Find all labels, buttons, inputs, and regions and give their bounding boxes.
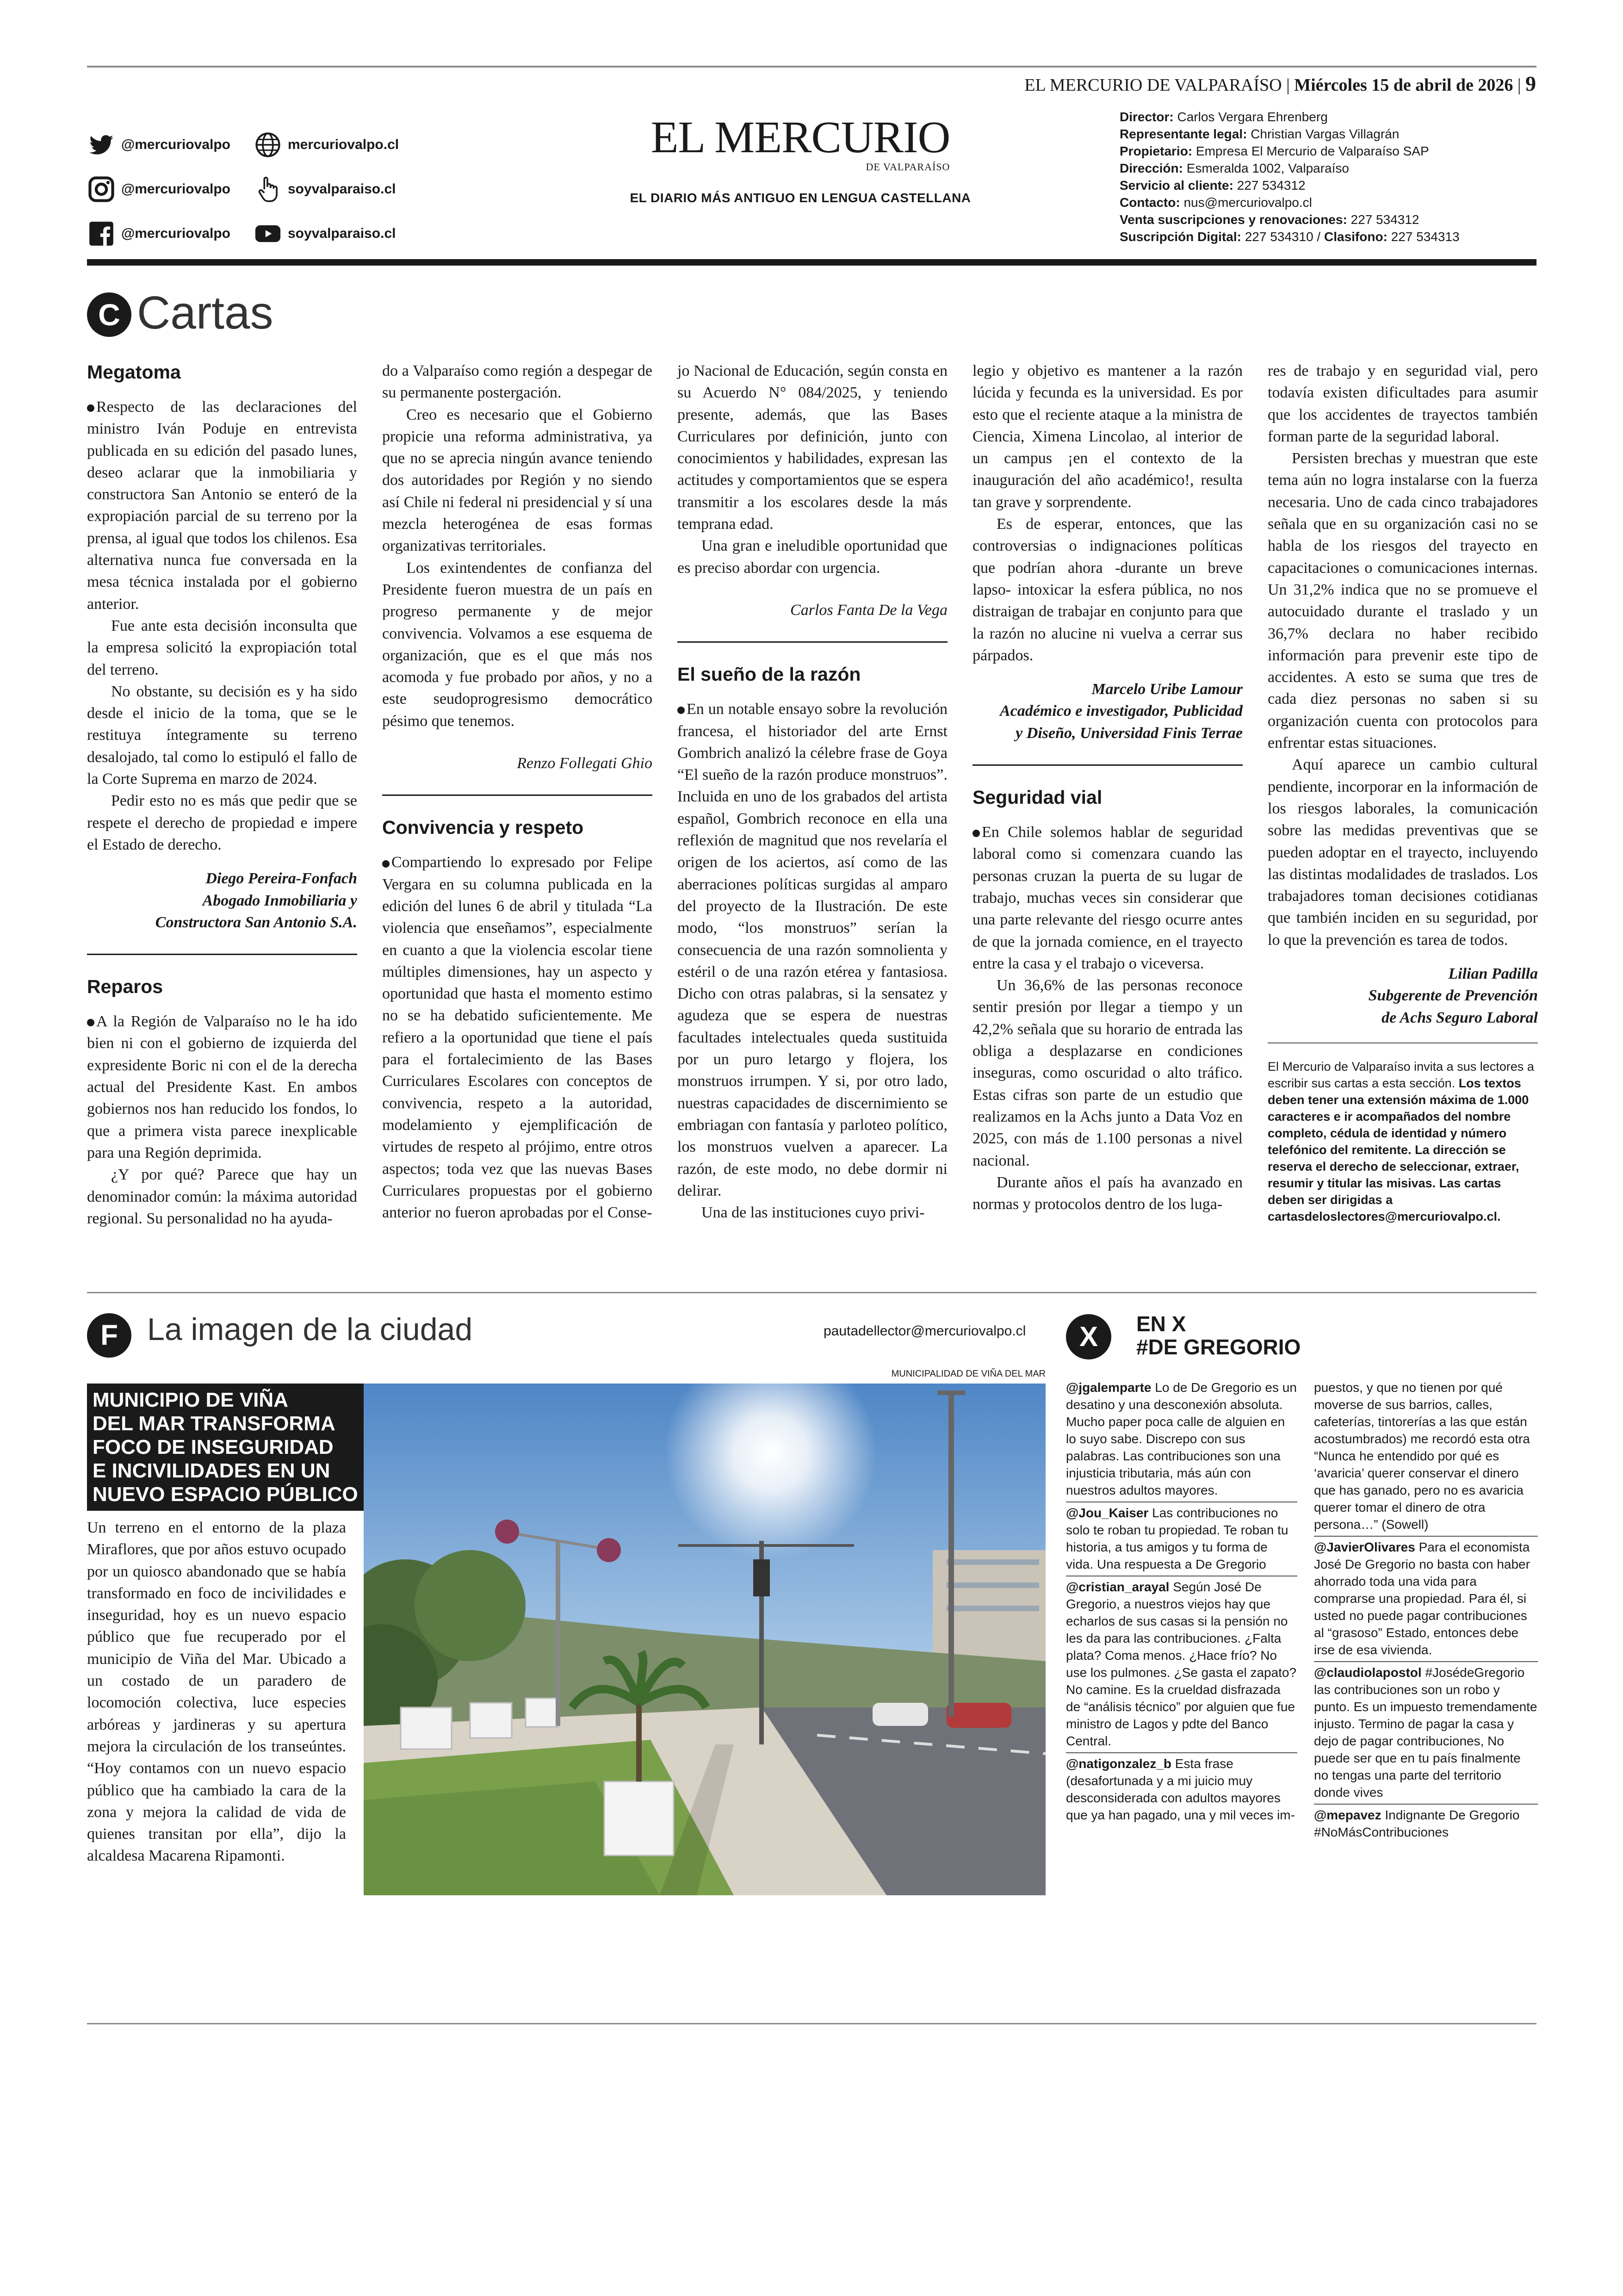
letter-text: Aquí aparece un cambio cultural pendiente, incorporar en la información de los riesgos laborales, la comunicación sobre las medidas preventivas que se pueden adoptar en el trayecto, incluyendo las distintas modalidades de traslados. Los trabajadores toman decisiones cotidianas que también inciden en su seguridad, por lo que la prevención es tarea de todos. <box>1268 756 1538 949</box>
staff-line: Representante legal: Christian Vargas Villagrán <box>1120 127 1400 141</box>
x-post[interactable]: @jgalemparte Lo de De Gregorio es un desatino y una desconexión absoluta. Mucho paper poca calle de alguien en lo suyo sabe. Discrepo con sus palabras. Las contribuciones son una injusticia tributaria, más aún con nuestros adultos mayores. <box>1066 1377 1297 1502</box>
section-title: Cartas <box>137 287 273 339</box>
pointer-hand-icon <box>254 175 282 204</box>
social-label: @mercuriovalpo <box>121 226 230 241</box>
letter-text: Los exintendentes de confianza del Presidente fueron muestra de un país en progreso permanente y de mejor convivencia. Volvamos a ese esquema de organización, que es el que más nos acomoda y fue probado por años, y no a este seudoprogresismo democrático pésimo que tenemos. <box>382 559 652 730</box>
twitter-icon <box>87 130 116 159</box>
letters-submission-note: El Mercurio de Valparaíso invita a sus lectores a escribir sus cartas a esta sección. Los textos deben tener una extensión máxima de 1.000 caracteres e ir acompañados del nombre completo, cédula de identidad y número telefónico del remitente. La dirección se reserva el derecho de seleccionar, extraer, resumir y titular las misivas. Las cartas deben ser dirigidas a cartasdeloslectores@mercuriovalpo.cl. <box>1268 1059 1534 1223</box>
letter-text: Compartiendo lo expresado por Felipe Vergara en su columna publicada en la edición del lunes 6 de abril y titulada “La violencia que enseñamos”, especialmente en cuanto a que la violencia escolar tiene múltiples dimensiones, hay un aspecto y oportunidad que hasta el momento estimo no se ha debatido suficientemente. Me refiero a la oportunidad que tiene el país para el fortalecimiento de las Bases Curriculares Escolares con conceptos de convivencia, respeto a la autoridad, modelamiento y ejemplificación de virtudes de respeto al prójimo, entre otros aspectos; toda vez que las nuevas Bases Curriculares propuestas por el gobierno anterior no fueron aprobadas por el Conse- <box>382 854 652 1222</box>
letter-separator <box>677 641 948 643</box>
tagline: EL DIARIO MÁS ANTIGUO EN LENGUA CASTELLANA <box>630 191 971 205</box>
letter-separator <box>382 794 652 796</box>
social-label: mercuriovalpo.cl <box>288 137 399 152</box>
social-label: @mercuriovalpo <box>121 137 230 152</box>
youtube-icon <box>254 219 282 248</box>
letter-separator <box>87 954 357 955</box>
staff-line: Dirección: Esmeralda 1002, Valparaíso <box>1120 161 1349 175</box>
x-badge: X <box>1066 1314 1111 1359</box>
social-label: @mercuriovalpo <box>121 181 230 197</box>
section-divider <box>87 1292 1536 1293</box>
x-posts-left <box>1066 1377 1297 1826</box>
letter-text: Persisten brechas y muestran que este tema aún no logra instalarse con la fuerza necesaria. Uno de cada cinco trabajadores señala que en su organización casi no se habla de los riesgos del trayecto en capacitaciones o comunicaciones internas. Un 31,2% indica que no se promueve el autocuidado durante el traslado y un 36,7% declara no haber recibido información para prevenir este tipo de accidentes. A esto se suma que tres de cada diez personas no saben si su organización cuenta con protocolos para enfrentar estas situaciones. <box>1268 450 1538 752</box>
letter-text: Fue ante esta decisión inconsulta que la empresa solicitó la expropiación total del terreno. <box>87 617 357 678</box>
letters-col-4 <box>973 360 1243 1215</box>
letter-text: Pedir esto no es más que pedir que se respete el derecho de propiedad e impere el Estado de derecho. <box>87 792 357 853</box>
letter-text: jo Nacional de Educación, según consta en su Acuerdo N° 084/2025, y teniendo presente, además, que las Bases Curriculares por definición, junto con conocimientos y habilidades, expresan las actitudes y comportamientos que se espera transmitir a los escolares desde la más temprana edad. <box>677 362 948 533</box>
page-number: 9 <box>1525 72 1536 95</box>
section-title: La imagen de la ciudad <box>147 1312 473 1347</box>
letter-heading: Seguridad vial <box>973 787 1103 808</box>
social-twitter[interactable] <box>87 130 230 159</box>
cartas-badge: C <box>87 292 131 337</box>
staff-line: Venta suscripciones y renovaciones: 227 534312 <box>1120 212 1419 227</box>
letter-text: Un 36,6% de las personas reconoce sentir presión por llegar a tiempo y un 42,2% señala que su horario de entrada las obliga a desplazarse en condiciones inseguras, como oscuridad o alto tráfico. Estas cifras son parte de un estudio que realizamos en la Achs junto a Data Voz en 2025, con más de 1.100 personas a nivel nacional. <box>973 977 1243 1169</box>
letter-text: En Chile solemos hablar de seguridad laboral como si comenzara cuando las personas cruzan la puerta de su lugar de trabajo, muchas veces sin considerar que una parte relevante del riesgo ocurre antes de que la jornada comience, en el trayecto entre la casa y el trabajo o viceversa. <box>973 824 1243 972</box>
x-posts-right <box>1314 1377 1538 1843</box>
letter-heading: Megatoma <box>87 361 181 383</box>
masthead-sub: DE VALPARAÍSO <box>866 161 950 173</box>
staff-line: Servicio al cliente: 227 534312 <box>1120 178 1306 192</box>
letter-text: Una de las instituciones cuyo privi- <box>701 1204 925 1222</box>
social-label: soyvalparaiso.cl <box>288 226 396 241</box>
letter-text: do a Valparaíso como región a despegar de su permanente postergación. <box>382 362 652 402</box>
social-instagram[interactable] <box>87 175 230 204</box>
x-post[interactable]: puestos, y que no tienen por qué moverse de sus barrios, calles, cafeterías, tintorerías a las que están acostumbrados) me recordó esta otra “Nunca he entendido por qué es ‘avaricia’ querer conservar el dinero que has ganado, pero no es avaricia querer tomar el dinero de otra persona…” (Sowell) <box>1314 1377 1538 1537</box>
letters-col-3 <box>677 360 948 1223</box>
x-post[interactable]: @Jou_Kaiser Las contribuciones no solo te roban tu propiedad. Te roban tu historia, a tus amigos y tu forma de vida. Una respuesta a De Gregorio <box>1066 1502 1297 1576</box>
letter-text: legio y objetivo es mantener a la razón lúcida y fecunda es la universidad. Es por esto que el reciente ataque a la ministra de Ciencia, Ximena Lincolao, al interior de un campus ¡en el contexto de la inauguración del año académico!, resulta tan grave y sorprendente. <box>973 362 1243 511</box>
submission-email[interactable]: pautadellector@mercuriovalpo.cl <box>824 1323 1026 1339</box>
letters-col-2 <box>382 360 652 1223</box>
letter-text: Durante años el país ha avanzado en normas y protocolos dentro de los luga- <box>973 1173 1243 1213</box>
social-youtube[interactable] <box>254 219 396 248</box>
letter-text: Es de esperar, entonces, que las controversias o indignaciones políticas que podrían ahora -durante un breve lapso- intoxicar la esfera pública, no nos distraigan de trabajar en conjunto para que la razón no alucine ni vuelva a cerrar sus párpados. <box>973 515 1243 664</box>
header-bar <box>87 259 1536 266</box>
bottom-rule <box>87 2023 1536 2024</box>
letter-text: res de trabajo y en seguridad vial, pero todavía existen dificultades para asumir que los accidentes de trayectos también forman parte de la seguridad laboral. <box>1268 362 1538 445</box>
letter-signature: Carlos Fanta De la Vega <box>790 601 948 619</box>
city-photo <box>364 1384 1046 1895</box>
city-article-text: Un terreno en el entorno de la plaza Miraflores, que por años estuvo ocupado por un quiosco abandonado que se había transformado en foco de incivilidades e inseguridad, hoy es un nuevo espacio público que fue recuperado por el municipio de Viña del Mar. Ubicado a un costado de un paradero de locomoción colectiva, luce especies arbóreas y jardineras y su apertura mejora la circulación de los transeúntes. “Hoy contamos con un nuevo espacio público que ha cambiado la cara de la zona y mejora la calidad de vida de quienes transitan por ella”, dijo la alcaldesa Macarena Ripamonti. <box>87 1519 346 1865</box>
social-soyvalparaiso[interactable] <box>254 175 396 204</box>
staff-line: Suscripción Digital: 227 534310 / Clasifono: 227 534313 <box>1120 230 1460 244</box>
x-post[interactable]: @natigonzalez_b Esta frase (desafortunada y a mi juicio muy desconsiderada con adultos mayores que ya han pagado, una y mil veces im- <box>1066 1756 1295 1822</box>
letter-text: A la Región de Valparaíso no le ha ido bien ni con el gobierno de izquierda del expresidente Boric ni con el de la derecha actual del Presidente Kast. En ambos gobiernos nos han reducido los fondos, lo que a primera vista parece inexplicable para una Región deprimida. <box>87 1013 357 1161</box>
letter-text: En un notable ensayo sobre la revolución francesa, el historiador del arte Ernst Gombrich analizó la célebre frase de Goya “El sueño de la razón produce monstruos”. Incluida en uno de los grabados del artista español, Gombrich reconoce en ella una reflexión de magnitud que nos revelaría el origen de los aciertos, así como de las aberraciones políticas surgidas al amparo del proyecto de la Ilustración. De este modo, “los monstruos” serían la consecuencia de una razón somnolienta y estéril o de una razón etérea y fantasiosa. Dicho con otras palabras, si la sensatez y agudeza que se espera de nuestras facultades intelectuales queda sustituida por un puro letargo y flojera, los monstruos irrumpen. Y si, por otro lado, nuestras capacidades de discernimiento se embriagan con fantasía y parloteo político, los monstruos vuelven a aparecer. La razón, de este modo, no debe dormir ni delirar. <box>677 701 948 1199</box>
masthead-name: EL MERCURIO <box>650 112 950 162</box>
edition-line: EL MERCURIO DE VALPARAÍSO | Miércoles 15 de abril de 2026 | 9 <box>1024 72 1536 95</box>
staff-line: Propietario: Empresa El Mercurio de Valparaíso SAP <box>1120 144 1429 158</box>
paper-name: EL MERCURIO DE VALPARAÍSO <box>1024 75 1282 95</box>
issue-date: Miércoles 15 de abril de 2026 <box>1294 75 1513 95</box>
social-web[interactable] <box>254 130 399 159</box>
bullet-dot <box>87 1019 94 1026</box>
letter-signature: Lilian Padilla Subgerente de Prevención de Achs Seguro Laboral <box>1368 965 1538 1026</box>
letter-text: Respecto de las declaraciones del ministro Iván Poduje en entrevista publicada en su edición del pasado lunes, deseo aclarar que la inmobiliaria y constructora San Antonio se enteró de la expropiación parcial de su terreno por la prensa, al igual que todos los chilenos. Esa alternativa nunca fue conversada en la mesa técnica instalada por el gobierno anterior. <box>87 398 357 613</box>
letter-text: ¿Y por qué? Parece que hay un denominador común: la máxima autoridad regional. Su personalidad no ha ayuda- <box>87 1166 357 1227</box>
x-post[interactable]: @claudiolapostol #JosédeGregorio las contribuciones son un robo y punto. Es un impuesto tremendamente injusto. Termino de pagar la casa y dejo de pagar contribuciones, No puede ser que en tu país finalmente no tengas una parte del territorio donde vives <box>1314 1662 1538 1805</box>
letter-signature: Renzo Follegati Ghio <box>517 755 652 772</box>
letter-text: Una gran e ineludible oportunidad que es preciso abordar con urgencia. <box>677 537 948 577</box>
globe-icon <box>254 130 282 159</box>
instagram-icon <box>87 175 116 204</box>
letter-heading: Reparos <box>87 976 163 998</box>
bullet-dot <box>973 830 980 837</box>
letter-text: Creo es necesario que el Gobierno propicie una reforma administrativa, ya que no se aprecia ningún avance teniendo dos autoridades por Región y no siendo así Chile ni federal ni presidencial y sí una mezcla heterogénea de esas formas organizativas territoriales. <box>382 406 652 555</box>
letters-col-1 <box>87 360 357 1229</box>
bullet-dot <box>382 860 390 868</box>
staff-box <box>1120 108 1460 245</box>
top-rule <box>87 66 1536 68</box>
letter-signature: Diego Pereira-Fonfach Abogado Inmobiliaria y Constructora San Antonio S.A. <box>155 870 357 931</box>
letter-heading: Convivencia y respeto <box>382 817 584 838</box>
photo-credit: MUNICIPALIDAD DE VIÑA DEL MAR <box>891 1369 1046 1379</box>
facebook-icon <box>87 219 116 248</box>
x-section-title: EN X #DE GREGORIO <box>1136 1312 1301 1359</box>
x-post[interactable]: @JavierOlivares Para el economista José De Gregorio no basta con haber ahorrado toda una vida para comprarse una propiedad. Para él, si usted no puede pagar contribuciones al “grasoso” Estado, entonces debe irse de esa vivienda. <box>1314 1537 1538 1662</box>
letters-col-5 <box>1268 360 1538 1225</box>
letter-text: No obstante, su decisión es y ha sido desde el inicio de la toma, que se le restituya íntegramente su terreno desalojado, tal como lo estipuló el fallo de la Corte Suprema en marzo de 2024. <box>87 683 357 788</box>
ciudad-badge: F <box>87 1313 131 1358</box>
letter-signature: Marcelo Uribe Lamour Académico e investigador, Publicidad y Diseño, Universidad Finis Terrae <box>999 681 1243 742</box>
letter-separator <box>973 764 1243 766</box>
x-post[interactable]: @mepavez Indignante De Gregorio #NoMásContribuciones <box>1314 1808 1520 1839</box>
social-facebook[interactable] <box>87 219 230 248</box>
staff-line: Director: Carlos Vergara Ehrenberg <box>1120 110 1328 124</box>
social-label: soyvalparaiso.cl <box>288 181 396 197</box>
staff-line: Contacto: nus@mercuriovalpo.cl <box>1120 195 1312 210</box>
masthead <box>601 112 999 205</box>
bullet-dot <box>87 404 94 412</box>
letter-heading: El sueño de la razón <box>677 664 861 685</box>
bullet-dot <box>677 707 685 714</box>
x-post[interactable]: @cristian_arayal Según José De Gregorio, a nuestros viejos hay que echarlos de sus casas si la pensión no les da para las contribuciones. ¿Falta plata? Coma menos. ¿Hace frío? No use los pulmones. ¿Se gasta el zapato? No camine. Es la crueldad disfrazada de “análisis técnico” por alguien que fue ministro de Lagos y pdte del Banco Central. <box>1066 1576 1297 1753</box>
city-headline: MUNICIPIO DE VIÑA DEL MAR TRANSFORMA FOCO DE INSEGURIDAD E INCIVILIDADES EN UN NUEVO ESPACIO PÚBLICO <box>87 1384 436 1511</box>
